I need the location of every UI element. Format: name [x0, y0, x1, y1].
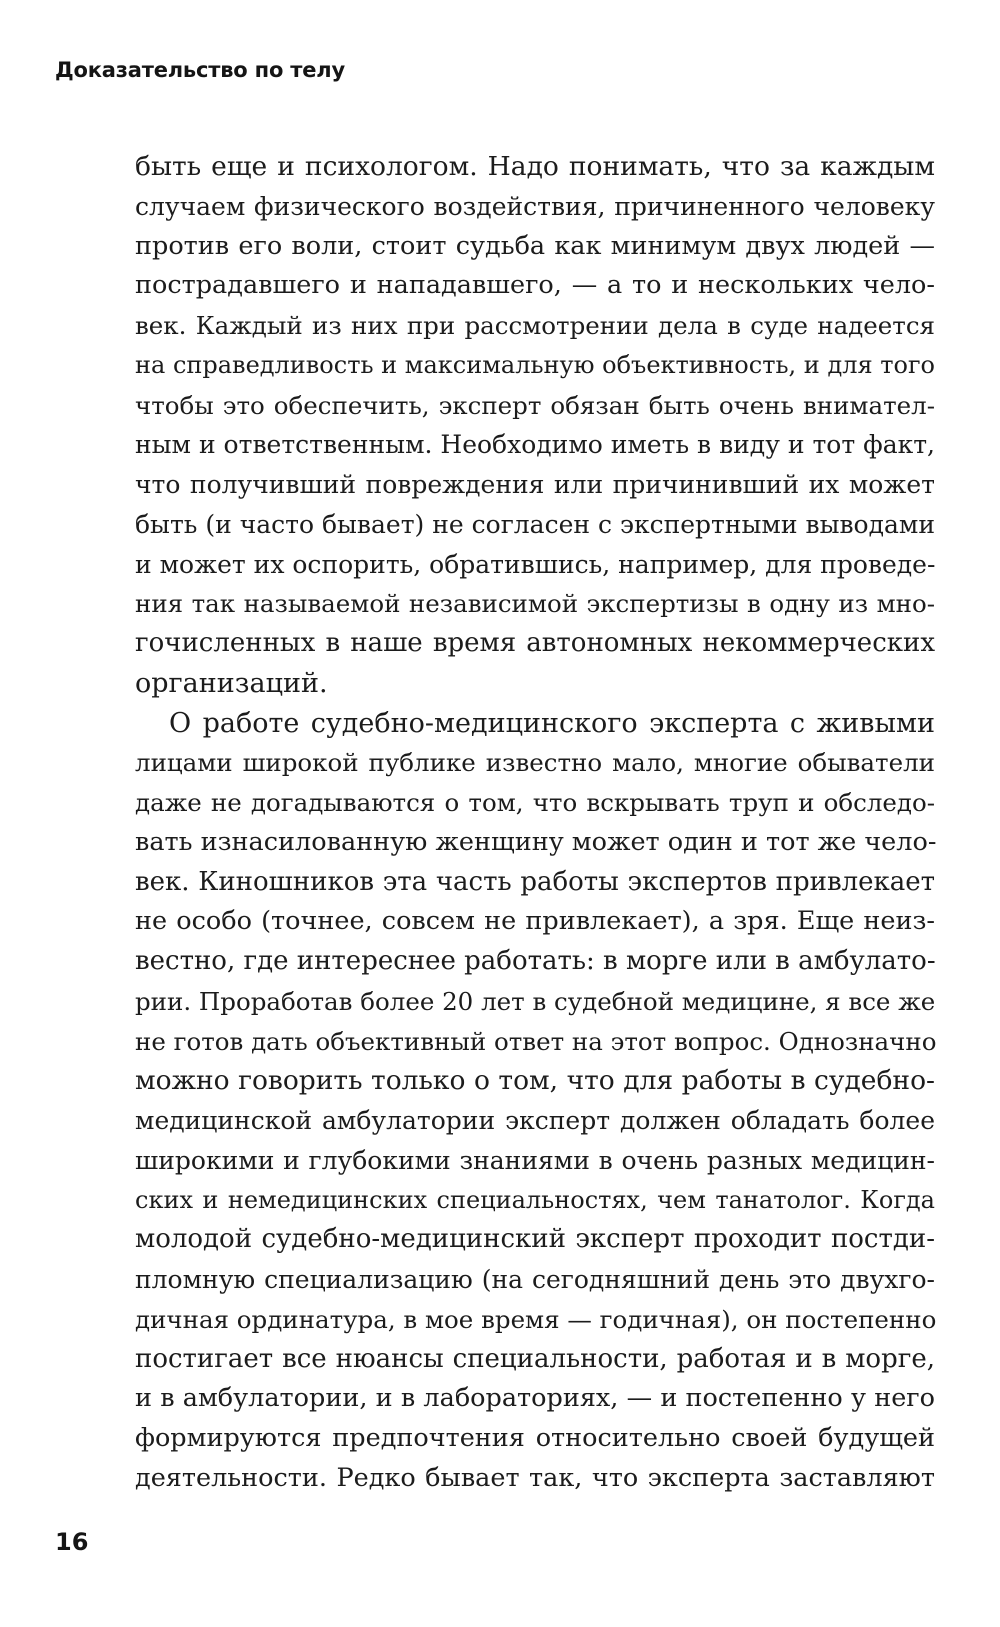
text-line: можно говорить только о том, что для работы в судебно- [135, 1065, 935, 1097]
text-line: широкими и глубокими знаниями в очень разных медицин- [135, 1145, 935, 1175]
text-line: не особо (точнее, совсем не привлекает), а зря. Еще неиз- [135, 906, 935, 937]
paragraph-2 [135, 704, 935, 1499]
text-line: век. Каждый из них при рассмотрении дела в суде надеется [135, 311, 935, 340]
text-line: формируются предпочтения относительно своей будущей [135, 1423, 935, 1453]
text-line: быть (и часто бывает) не согласен с экспертными выводами [135, 509, 935, 539]
text-line: век. Киношников эта часть работы экспертов привлекает [135, 866, 935, 897]
text-line: деятельности. Редко бывает так, что эксперта заставляют [135, 1462, 935, 1493]
text-line: что получивший повреждения или причинивший их может [135, 470, 935, 499]
running-title: Доказательство по телу [55, 58, 345, 82]
text-line: даже не догадываются о том, что вскрывать труп и обследо- [135, 788, 935, 817]
text-line: вать изнасилованную женщину может один и тот же чело- [135, 826, 937, 857]
paragraph-1 [135, 147, 935, 704]
text-line: пломную специализацию (на сегодняшний день это двухго- [135, 1265, 935, 1294]
text-line: вестно, где интереснее работать: в морге или в амбулато- [135, 946, 936, 976]
text-line: ских и немедицинских специальностях, чем танатолог. Когда [135, 1185, 935, 1214]
text-line: молодой судебно-медицинский эксперт проходит постди- [135, 1224, 935, 1255]
text-line: пострадавшего и нападавшего, — а то и нескольких чело- [135, 270, 935, 301]
text-line: рии. Проработав более 20 лет в судебной медицине, я все же [135, 986, 936, 1016]
text-line: лицами широкой публике известно мало, многие обыватели [135, 748, 935, 778]
text-line: гочисленных в наше время автономных некоммерческих [135, 628, 935, 658]
text-line: постигает все нюансы специальности, работая и в морге, [135, 1343, 935, 1374]
text-line: ным и ответственным. Необходимо иметь в виду и тот факт, [135, 430, 935, 460]
page-number: 16 [55, 1528, 89, 1556]
text-line: и в амбулатории, и в лабораториях, — и постепенно у него [135, 1383, 935, 1414]
text-line: не готов дать объективный ответ на этот вопрос. Однозначно [135, 1026, 937, 1056]
text-line: против его воли, стоит судьба как минимум двух людей — [135, 230, 935, 261]
text-line: случаем физического воздействия, причиненного человеку [135, 191, 935, 221]
body-text [135, 147, 935, 1499]
text-line: организаций. [135, 667, 328, 699]
text-line: и может их оспорить, обратившись, например, для проведе- [135, 549, 936, 579]
text-line: дичная ординатура, в мое время — годичная), он постепенно [135, 1304, 937, 1334]
text-line: на справедливость и максимальную объективность, и для того [135, 350, 935, 379]
text-line: чтобы это обеспечить, эксперт обязан быть очень внимател- [135, 390, 935, 420]
text-line: медицинской амбулатории эксперт должен обладать более [135, 1106, 935, 1135]
text-line: ния так называемой независимой экспертизы в одну из мно- [135, 589, 935, 619]
text-line: О работе судебно-медицинского эксперта с живыми [169, 707, 935, 739]
text-line: быть еще и психологом. Надо понимать, что за каждым [135, 151, 935, 182]
